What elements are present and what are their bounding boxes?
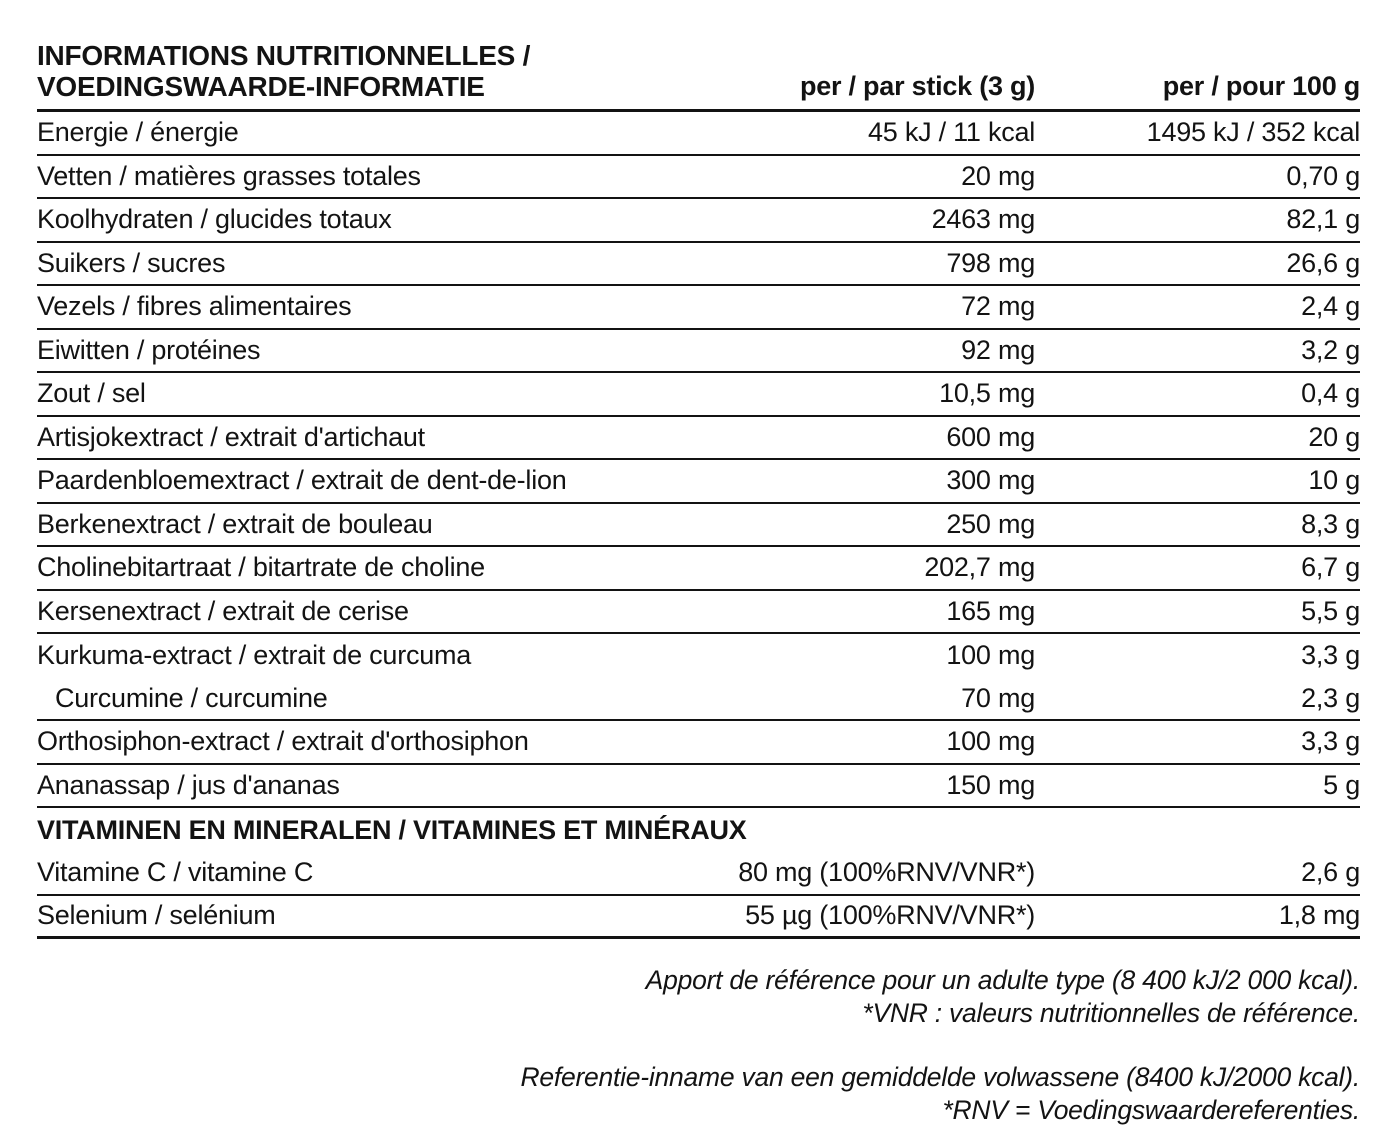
table-row <box>37 417 1360 461</box>
row-label: Kurkuma-extract / extrait de curcuma <box>37 640 472 671</box>
row-per-stick-value: 600 mg <box>946 421 1035 452</box>
table-row <box>37 330 1360 374</box>
table-row <box>37 156 1360 200</box>
footnote-line: *VNR : valeurs nutritionnelles de référence. <box>862 998 1360 1028</box>
table-row <box>37 896 1360 940</box>
footnote-line: *RNV = Voedingswaardereferenties. <box>942 1095 1360 1125</box>
row-per-stick-value: 45 kJ / 11 kcal <box>868 117 1035 148</box>
row-label: Curcumine / curcumine <box>55 682 328 713</box>
row-per-stick-value: 150 mg <box>946 769 1035 800</box>
row-per-100g-value: 2,3 g <box>1301 682 1360 713</box>
table-row <box>37 286 1360 330</box>
row-per-100g-value: 26,6 g <box>1286 247 1360 278</box>
row-label: Berkenextract / extrait de bouleau <box>37 508 433 539</box>
row-label: Koolhydraten / glucides totaux <box>37 204 392 235</box>
table-row <box>37 591 1360 635</box>
row-label: Selenium / selénium <box>37 900 276 931</box>
row-per-100g-value: 82,1 g <box>1286 204 1360 235</box>
column-header-per-stick: per / par stick (3 g) <box>799 71 1035 101</box>
row-per-100g-value: 20 g <box>1308 421 1360 452</box>
table-row <box>37 765 1360 809</box>
page-title <box>37 40 705 102</box>
table-header <box>37 40 1360 112</box>
row-label: Vetten / matières grasses totales <box>37 160 421 191</box>
row-per-100g-value: 3,3 g <box>1301 726 1360 757</box>
row-per-stick-value: 202,7 mg <box>924 552 1035 583</box>
row-per-stick-value: 100 mg <box>946 640 1035 671</box>
row-per-stick-value: 2463 mg <box>931 204 1035 235</box>
footnote-line: Apport de référence pour un adulte type (8 400 kJ/2 000 kcal). <box>645 965 1360 995</box>
row-label: Vezels / fibres alimentaires <box>37 291 352 322</box>
row-per-stick-value: 80 mg (100%RNV/VNR*) <box>738 857 1035 888</box>
row-per-stick-value: 55 µg (100%RNV/VNR*) <box>745 900 1035 931</box>
row-per-stick-value: 70 mg <box>961 682 1035 713</box>
page-title-line2: VOEDINGSWAARDE-INFORMATIE <box>37 71 485 102</box>
row-label: Zout / sel <box>37 378 146 409</box>
row-per-100g-value: 3,2 g <box>1301 334 1360 365</box>
row-per-stick-value: 100 mg <box>946 726 1035 757</box>
table-row <box>37 373 1360 417</box>
row-per-100g-value: 6,7 g <box>1301 552 1360 583</box>
table-row <box>37 199 1360 243</box>
row-label: Kersenextract / extrait de cerise <box>37 595 409 626</box>
row-label: Orthosiphon-extract / extrait d'orthosiphon <box>37 726 529 757</box>
row-per-100g-value: 0,70 g <box>1286 160 1360 191</box>
row-per-100g-value: 8,3 g <box>1301 508 1360 539</box>
row-per-stick-value: 10,5 mg <box>939 378 1035 409</box>
section-title-vitamins: VITAMINEN EN MINERALEN / VITAMINES ET MINÉRAUX <box>37 814 747 845</box>
table-row <box>37 852 1360 896</box>
row-label: Artisjokextract / extrait d'artichaut <box>37 421 425 452</box>
row-label: Cholinebitartraat / bitartrate de choline <box>37 552 485 583</box>
row-label: Suikers / sucres <box>37 247 226 278</box>
table-row <box>37 460 1360 504</box>
table-row <box>37 112 1360 156</box>
row-per-100g-value: 3,3 g <box>1301 640 1360 671</box>
row-per-100g-value: 10 g <box>1308 465 1360 496</box>
row-per-stick-value: 165 mg <box>946 595 1035 626</box>
row-label: Paardenbloemextract / extrait de dent-de-lion <box>37 465 567 496</box>
row-label: Eiwitten / protéines <box>37 334 261 365</box>
row-per-100g-value: 2,4 g <box>1301 291 1360 322</box>
row-per-stick-value: 20 mg <box>961 160 1035 191</box>
column-header-per-100g: per / pour 100 g <box>1162 71 1360 101</box>
main-rows <box>37 112 1360 808</box>
row-per-100g-value: 1495 kJ / 352 kcal <box>1146 117 1360 148</box>
table-row <box>37 504 1360 548</box>
table-row <box>37 721 1360 765</box>
row-per-100g-value: 2,6 g <box>1301 857 1360 888</box>
footnote-line: Referentie-inname van een gemiddelde volwassene (8400 kJ/2000 kcal). <box>520 1062 1360 1092</box>
row-per-stick-value: 300 mg <box>946 465 1035 496</box>
nutrition-table <box>37 40 1360 939</box>
row-per-100g-value: 0,4 g <box>1301 378 1360 409</box>
footnotes-dutch <box>37 1061 1360 1127</box>
table-row <box>37 547 1360 591</box>
table-row <box>37 243 1360 287</box>
table-row <box>37 678 1360 722</box>
row-per-100g-value: 5,5 g <box>1301 595 1360 626</box>
row-label: Energie / énergie <box>37 117 239 148</box>
row-per-stick-value: 798 mg <box>946 247 1035 278</box>
row-per-stick-value: 72 mg <box>961 291 1035 322</box>
row-per-100g-value: 1,8 mg <box>1278 900 1360 931</box>
row-label: Ananassap / jus d'ananas <box>37 769 340 800</box>
footnotes-french <box>37 964 1360 1030</box>
page-title-line1: INFORMATIONS NUTRITIONNELLES / <box>37 40 531 71</box>
row-per-100g-value: 5 g <box>1323 769 1360 800</box>
row-per-stick-value: 92 mg <box>961 334 1035 365</box>
vitamin-rows <box>37 852 1360 939</box>
table-row <box>37 634 1360 678</box>
row-label: Vitamine C / vitamine C <box>37 857 314 888</box>
row-per-stick-value: 250 mg <box>946 508 1035 539</box>
